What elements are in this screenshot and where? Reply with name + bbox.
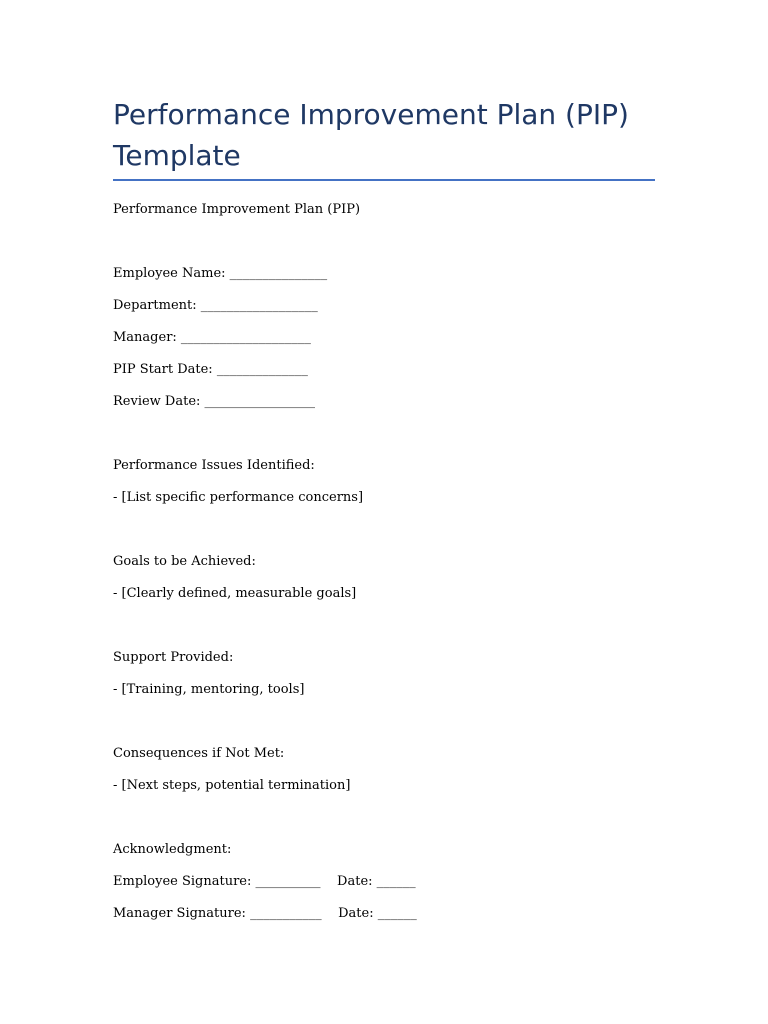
issues-item: - [List specific performance concerns] <box>113 490 364 505</box>
employee-name-field: Employee Name: _______________ <box>113 266 328 281</box>
goals-heading: Goals to be Achieved: <box>113 554 256 569</box>
document-subtitle: Performance Improvement Plan (PIP) <box>113 202 361 217</box>
document-title: Performance Improvement Plan (PIP) Template <box>113 98 629 172</box>
pip-start-date-field: PIP Start Date: ______________ <box>113 362 308 377</box>
manager-field: Manager: ____________________ <box>113 330 311 345</box>
issues-heading: Performance Issues Identified: <box>113 458 315 473</box>
review-date-field: Review Date: _________________ <box>113 394 316 409</box>
manager-signature-line: Manager Signature: ___________ Date: ______ <box>113 906 417 921</box>
goals-item: - [Clearly defined, measurable goals] <box>113 586 357 601</box>
department-field: Department: __________________ <box>113 298 318 313</box>
acknowledgment-heading: Acknowledgment: <box>113 842 232 857</box>
support-item: - [Training, mentoring, tools] <box>113 682 305 697</box>
employee-signature-line: Employee Signature: __________ Date: ______ <box>113 874 416 889</box>
support-heading: Support Provided: <box>113 650 234 665</box>
consequences-heading: Consequences if Not Met: <box>113 746 285 761</box>
title-underline-rule <box>113 179 655 181</box>
consequences-item: - [Next steps, potential termination] <box>113 778 351 793</box>
